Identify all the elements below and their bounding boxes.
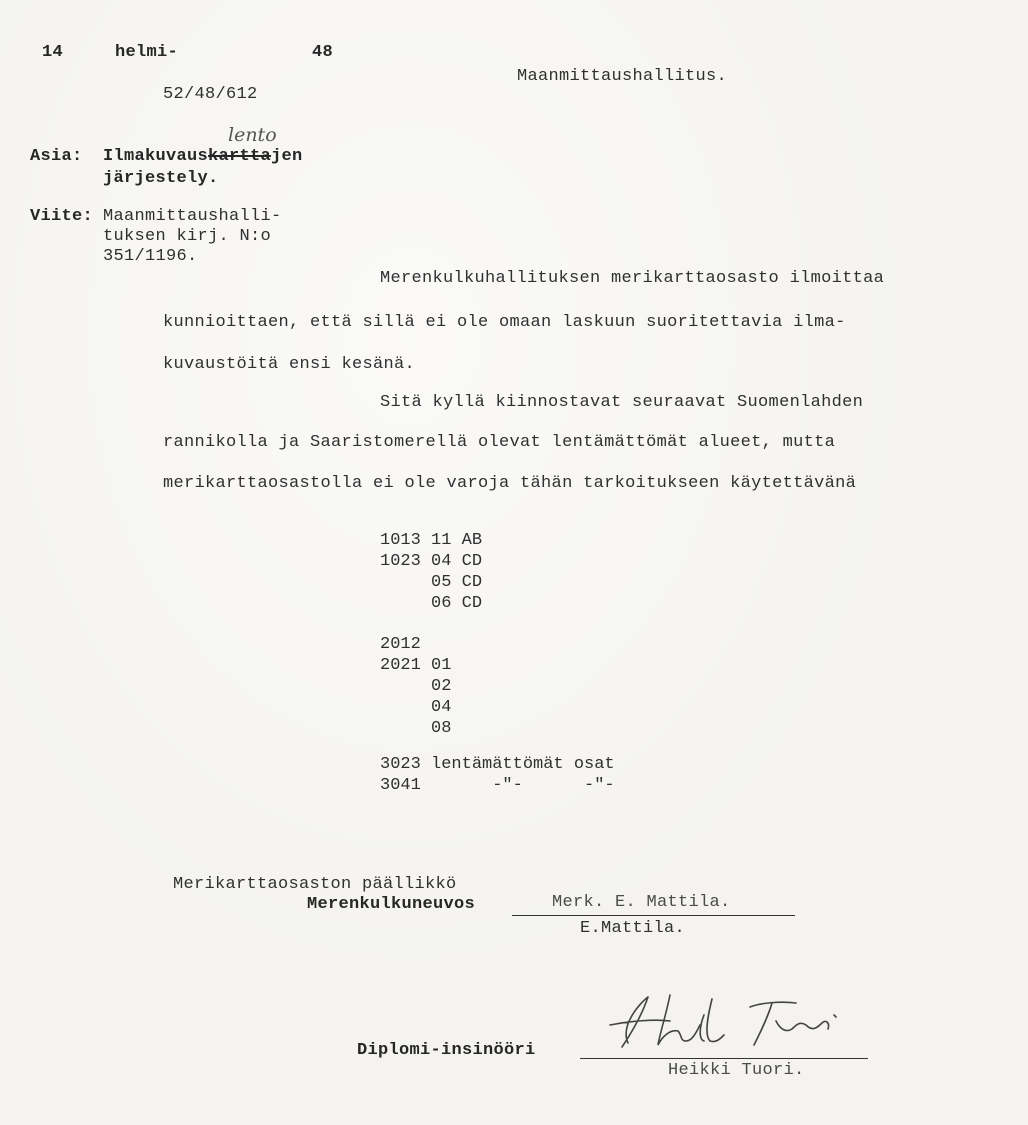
area-row: 08 [380,719,452,738]
chief-title-line-2: Merenkulkuneuvos [307,895,476,914]
paragraph-1-line-1: Merenkulkuhallituksen merikarttaosasto ilmoittaa [380,269,885,288]
subject-start: Ilmakuvaus [103,147,209,166]
chief-name-below: E.Mattila. [580,919,686,938]
area-row: 02 [380,677,452,696]
area-row: 2021 01 [380,656,452,675]
engineer-name: Heikki Tuori. [668,1061,805,1080]
handwritten-signature [600,985,850,1055]
paragraph-2-line-2: rannikolla ja Saaristomerellä olevat lentämättömät alueet, mutta [163,433,836,452]
reference-number: 52/48/612 [163,85,258,104]
paragraph-1-line-3: kuvaustöitä ensi kesänä. [163,355,416,374]
chief-title-line-1: Merikarttaosaston päällikkö [173,875,457,894]
chief-signature-line [512,915,795,916]
subject-label: Asia: [30,147,83,166]
area-row: 3041 -"- -"- [380,776,615,795]
area-row: 04 [380,698,452,717]
date-year: 48 [312,43,334,62]
subject-struck-word: kartta [208,147,272,166]
subject-end: jen [271,147,303,166]
subject-line-2: järjestely. [103,169,219,188]
reference-line-1: Maanmittaushalli- [103,207,282,226]
reference-line-3: 351/1196. [103,247,198,266]
date-month: helmi- [115,43,179,62]
engineer-signature-line [580,1058,868,1059]
recipient: Maanmittaushallitus. [517,67,728,86]
reference-label: Viite: [30,207,94,226]
handwritten-insert: lento [228,124,277,146]
area-row: 1013 11 AB [380,531,483,550]
subject-line-1 [103,146,303,168]
chief-typed-name: Merk. E. Mattila. [552,893,731,912]
paragraph-2-line-3: merikarttaosastolla ei ole varoja tähän tarkoitukseen käytettävänä [163,474,857,493]
area-row: 3023 lentämättömät osat [380,755,615,774]
area-row: 05 CD [380,573,483,592]
area-row: 2012 [380,635,421,654]
area-row: 06 CD [380,594,483,613]
paragraph-1-line-2: kunnioittaen, että sillä ei ole omaan laskuun suoritettavia ilma- [163,313,846,332]
paragraph-2-line-1: Sitä kyllä kiinnostavat seuraavat Suomenlahden [380,393,864,412]
engineer-title: Diplomi-insinööri [357,1041,536,1060]
date-day: 14 [42,43,64,62]
reference-line-2: tuksen kirj. N:o [103,227,272,246]
area-row: 1023 04 CD [380,552,483,571]
